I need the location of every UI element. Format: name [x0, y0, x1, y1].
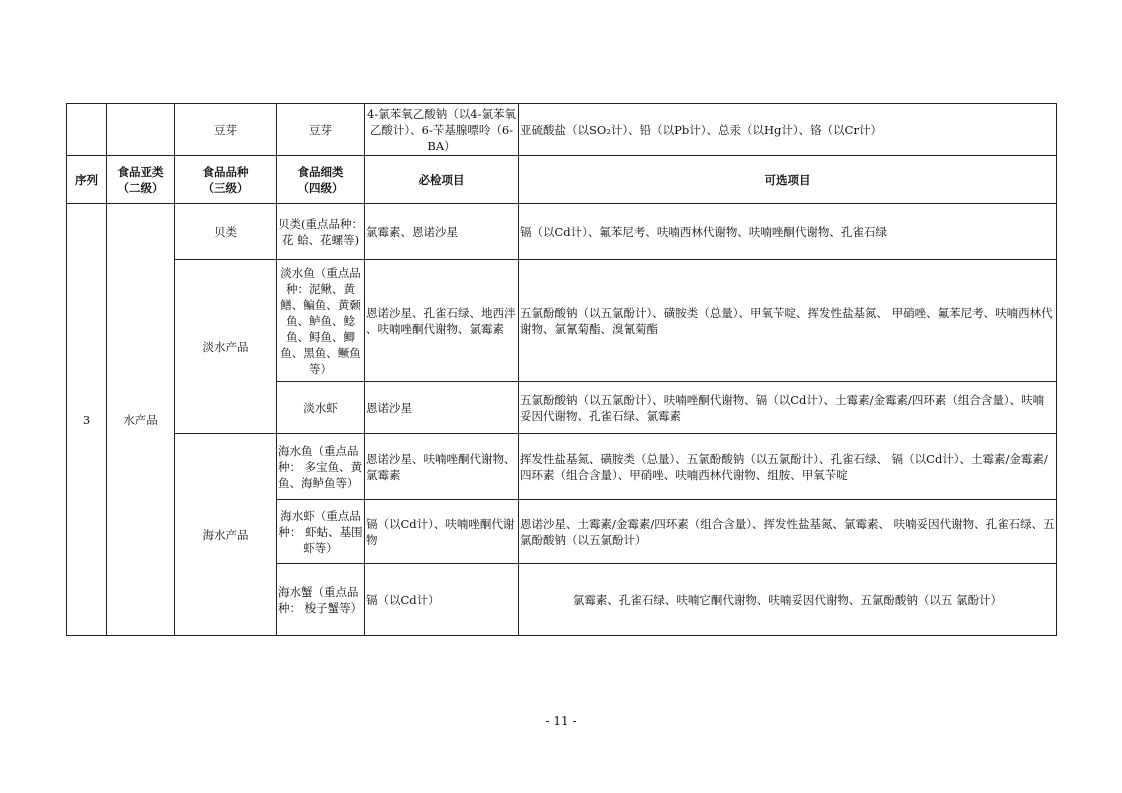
optional-items-cell: 亚硫酸盐（以SO₂计）、铅（以Pb计）、总汞（以Hg计）、铬（以Cr计）: [519, 104, 1057, 156]
header-subtype-line2: （四级）: [297, 180, 344, 195]
header-subcategory: [107, 156, 175, 204]
shellfish-optional: 镉（以Cd计）、氟苯尼考、呋喃西林代谢物、呋喃唑酮代谢物、孔雀石绿: [519, 204, 1057, 260]
required-items-cell: 4-氯苯氧乙酸钠（以4-氯苯氧乙酸计）、6-苄基腺嘌呤（6-BA）: [365, 104, 519, 156]
freshwater-shrimp-required: 恩诺沙星: [365, 382, 519, 434]
group-subcategory-cell: 水产品: [107, 204, 175, 636]
header-optional: 可选项目: [519, 156, 1057, 204]
shellfish-subtype: 贝类(重点品种：花 蛤、花螺等): [277, 204, 365, 260]
shellfish-variety: 贝类: [175, 204, 277, 260]
header-seq: 序列: [67, 156, 107, 204]
seq-cell: [67, 104, 107, 156]
header-variety: [175, 156, 277, 204]
group-seq-cell: 3: [67, 204, 107, 636]
table-row-bean-sprouts: [67, 104, 1057, 156]
seawater-crab-optional: 氯霉素、孔雀石绿、呋喃它酮代谢物、呋喃妥因代谢物、五氯酚酸钠（以五 氯酚计）: [519, 564, 1057, 636]
freshwater-fish-subtype: 淡水鱼（重点品种：泥鳅、黄鳝、鳊鱼、黄颡鱼、鲈鱼、鲶鱼、鲟鱼、鲫鱼、黑鱼、鳜鱼等）: [277, 260, 365, 382]
table-row-shellfish: [67, 204, 1057, 260]
table-header-row: [67, 156, 1057, 204]
food-inspection-table: [66, 103, 1057, 636]
seawater-crab-required: 镉（以Cd计）: [365, 564, 519, 636]
seawater-fish-required: 恩诺沙星、呋喃唑酮代谢物、氯霉素: [365, 434, 519, 500]
freshwater-fish-required: 恩诺沙星、孔雀石绿、地西泮 、呋喃唑酮代谢物、氯霉素: [365, 260, 519, 382]
header-variety-line1: 食品品种: [202, 164, 249, 179]
header-variety-line2: （三级）: [202, 180, 249, 195]
header-subcategory-line1: 食品亚类: [117, 164, 164, 179]
subcategory-cell: [107, 104, 175, 156]
header-subtype-line1: 食品细类: [297, 164, 344, 179]
freshwater-shrimp-subtype: 淡水虾: [277, 382, 365, 434]
variety-cell: 豆芽: [175, 104, 277, 156]
seawater-shrimp-optional: 恩诺沙星、土霉素/金霉素/四环素（组合含量）、挥发性盐基氮、氯霉素、 呋喃妥因代谢物、孔雀石绿、五氯酚酸钠（以五氯酚计）: [519, 500, 1057, 564]
seawater-variety: 海水产品: [175, 434, 277, 636]
header-subtype: [277, 156, 365, 204]
seawater-fish-optional: 挥发性盐基氮、磺胺类（总量）、五氯酚酸钠（以五氯酚计）、孔雀石绿、 镉（以Cd计）、土霉素/金霉素/四环素（组合含量）、甲硝唑、呋喃西林代谢物、组胺、甲氧苄啶: [519, 434, 1057, 500]
seawater-fish-subtype: 海水鱼（重点品种： 多宝鱼、黄鱼、海鲈鱼等）: [277, 434, 365, 500]
freshwater-shrimp-optional: 五氯酚酸钠（以五氯酚计）、呋喃唑酮代谢物、镉（以Cd计）、土霉素/金霉素/四环素（组合含量）、呋喃妥因代谢物、孔雀石绿、氯霉素: [519, 382, 1057, 434]
shellfish-required: 氯霉素、恩诺沙星: [365, 204, 519, 260]
header-subcategory-line2: （二级）: [117, 180, 164, 195]
freshwater-variety: 淡水产品: [175, 260, 277, 434]
subtype-cell: 豆芽: [277, 104, 365, 156]
page-number: - 11 -: [545, 714, 577, 728]
header-required: 必检项目: [365, 156, 519, 204]
freshwater-fish-optional: 五氯酚酸钠（以五氯酚计）、磺胺类（总量）、甲氧苄啶、挥发性盐基氮、 甲硝唑、氟苯尼考、呋喃西林代谢物、氯氰菊酯、溴氰菊酯: [519, 260, 1057, 382]
seawater-crab-subtype: 海水蟹（重点品种： 梭子蟹等）: [277, 564, 365, 636]
table-row-freshwater-fish: [67, 260, 1057, 382]
seawater-shrimp-required: 镉（以Cd计）、呋喃唑酮代谢物: [365, 500, 519, 564]
seawater-shrimp-subtype: 海水虾（重点品种： 虾蛄、基围虾等）: [277, 500, 365, 564]
table-row-seawater-fish: [67, 434, 1057, 500]
